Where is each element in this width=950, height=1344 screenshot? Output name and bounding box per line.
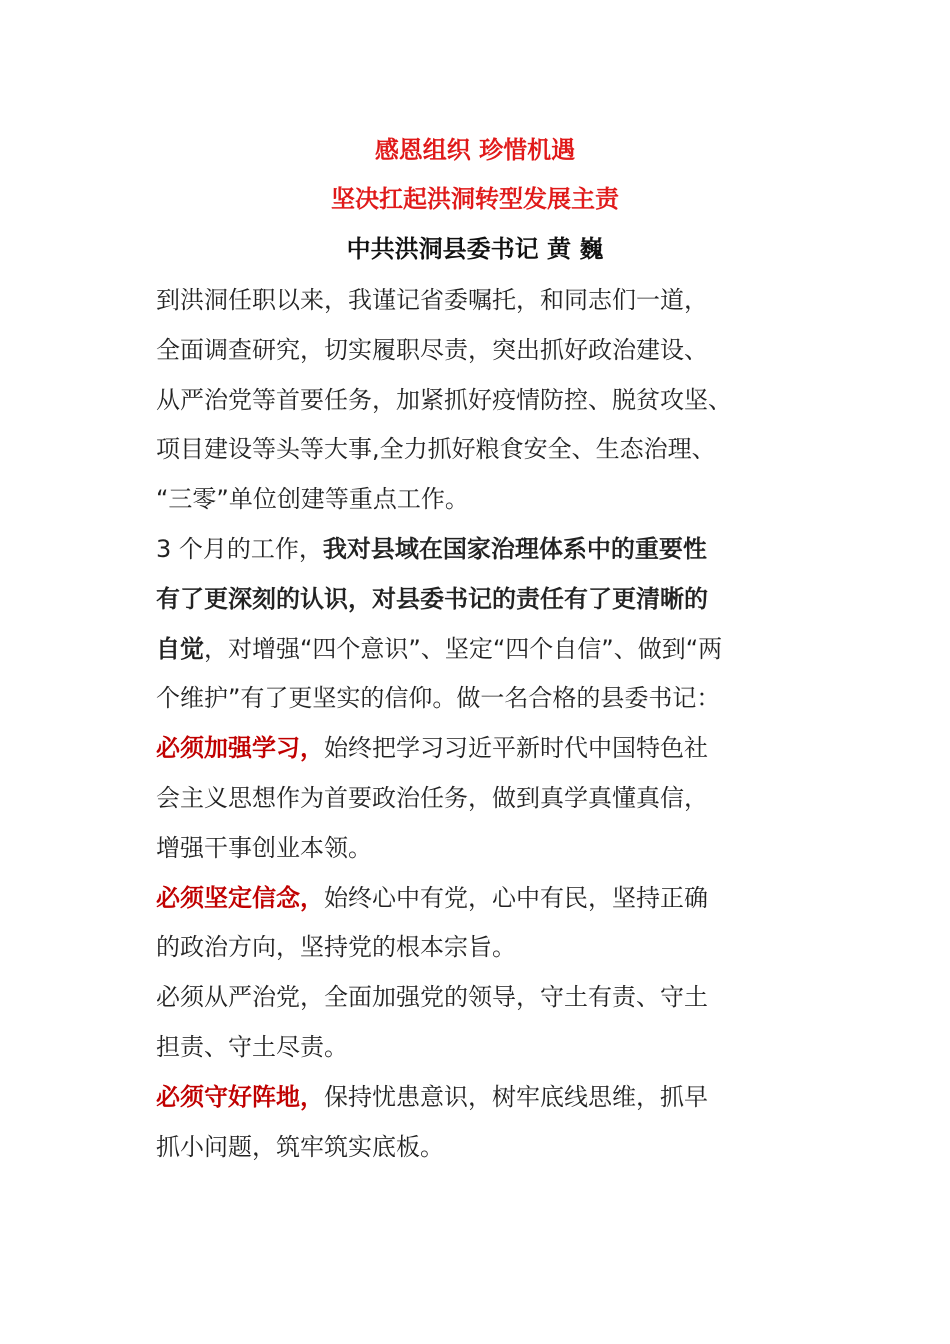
paragraph-2-prefix: 3 个月的工作， — [156, 534, 323, 563]
paragraph-4-text: 始终心中有党，心中有民，坚持正确 — [324, 883, 708, 912]
paragraph-2-text: ，对增强“四个意识”、坚定“四个自信”、做到“两 — [204, 634, 723, 663]
paragraph-3-text: 始终把学习习近平新时代中国特色社 — [324, 734, 708, 763]
paragraph-1-line: 全面调查研究，切实履职尽责，突出抓好政治建设、 — [156, 335, 708, 364]
paragraph-6-line — [156, 1073, 816, 1123]
paragraph-2-line — [156, 525, 816, 575]
paragraph-1-line: 到洪洞任职以来，我谨记省委嘱托，和同志们一道， — [156, 286, 708, 314]
paragraph-2-bold: 自觉 — [156, 634, 204, 663]
paragraph-3-line: 增强干事创业本领。 — [156, 833, 372, 862]
paragraph-5-line: 担责、守土尽责。 — [156, 1032, 348, 1061]
paragraph-3-line: 会主义思想作为首要政治任务，做到真学真懂真信， — [156, 783, 708, 812]
paragraph-2-line: 个维护”有了更坚实的信仰。做一名合格的县委书记： — [156, 684, 721, 713]
paragraph-1-line: 项目建设等头等大事,全力抓好粮食安全、生态治理、 — [156, 435, 716, 464]
article-body — [156, 276, 816, 1172]
title-line-1: 感恩组织 珍惜机遇 — [374, 136, 576, 164]
title-line-2: 坚决扛起洪洞转型发展主责 — [331, 185, 619, 213]
emphasis-lead-belief: 必须坚定信念， — [156, 883, 324, 912]
paragraph-3-line — [156, 724, 816, 774]
paragraph-2-line — [156, 625, 816, 675]
paragraph-4-line — [156, 874, 816, 924]
emphasis-lead-study: 必须加强学习， — [156, 734, 324, 763]
paragraph-4-line: 的政治方向，坚持党的根本宗旨。 — [156, 933, 516, 962]
paragraph-1-line: 从严治党等首要任务，加紧抓好疫情防控、脱贫攻坚、 — [156, 385, 732, 414]
paragraph-2-bold: 我对县域在国家治理体系中的重要性 — [322, 534, 707, 563]
paragraph-6-line: 抓小问题，筑牢筑实底板。 — [156, 1132, 444, 1161]
paragraph-1-line: “三零”单位创建等重点工作。 — [156, 485, 469, 514]
paragraph-5-line: 必须从严治党，全面加强党的领导，守土有责、守土 — [156, 983, 708, 1012]
emphasis-lead-position: 必须守好阵地， — [156, 1082, 324, 1111]
paragraph-2-line: 有了更深刻的认识，对县委书记的责任有了更清晰的 — [156, 584, 708, 613]
paragraph-6-text: 保持忧患意识，树牢底线思维，抓早 — [324, 1082, 708, 1111]
author-line: 中共洪洞县委书记 黄 巍 — [346, 235, 604, 263]
